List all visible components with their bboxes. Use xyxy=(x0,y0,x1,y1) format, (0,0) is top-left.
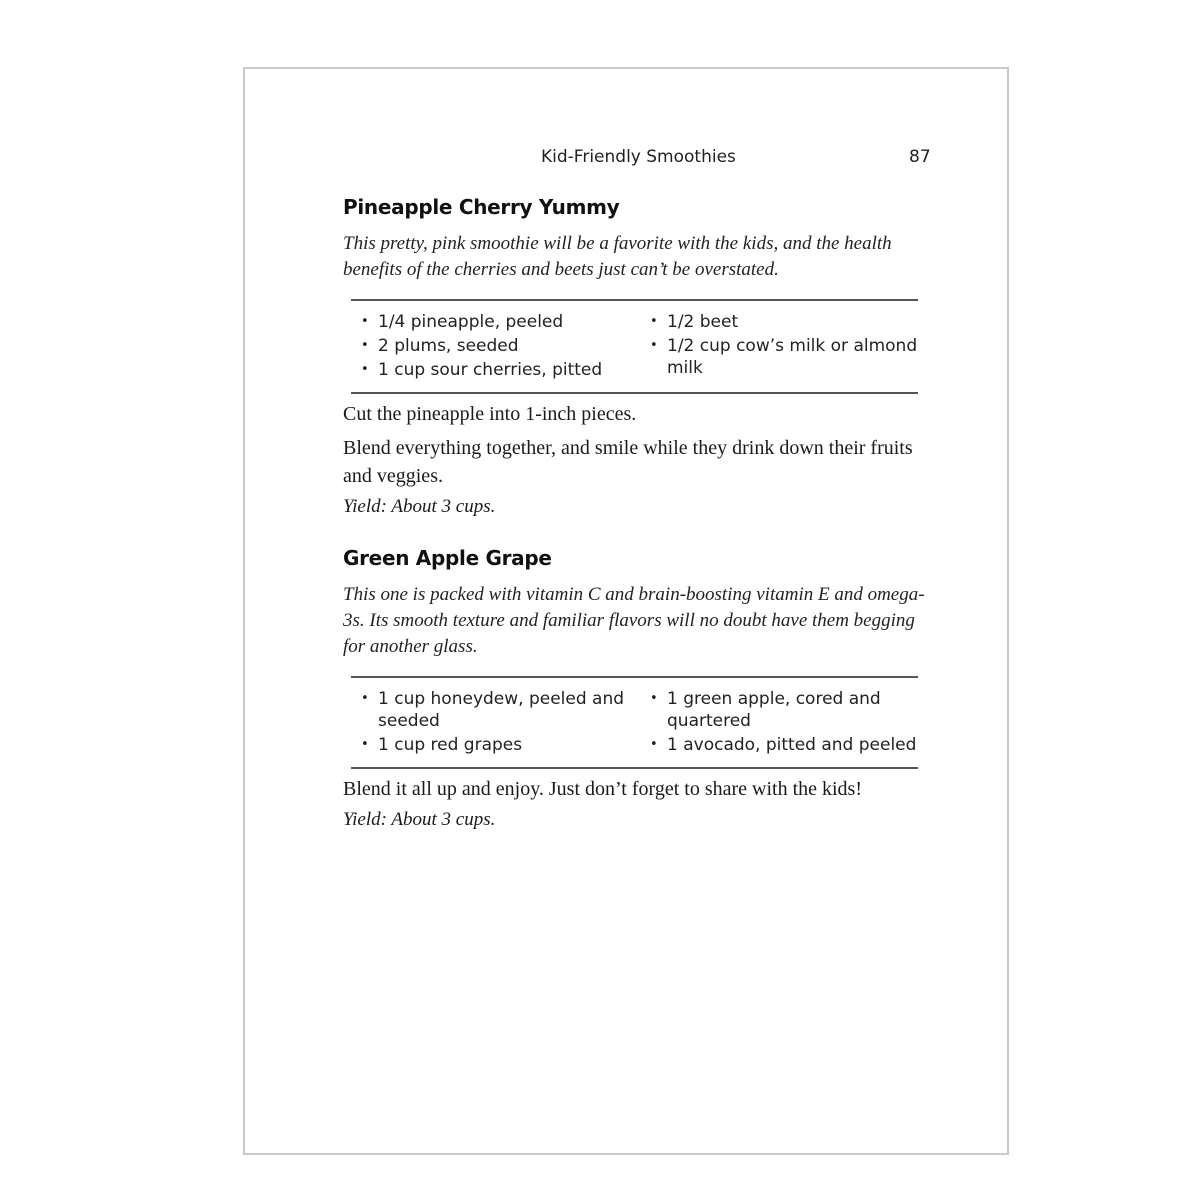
ingredient-item xyxy=(640,311,918,333)
ingredient-column-left xyxy=(351,311,640,383)
ingredient-item xyxy=(351,734,640,756)
ingredient-item xyxy=(640,335,918,379)
yield-value: About 3 cups. xyxy=(391,809,496,830)
ingredient-text: 1 cup sour cherries, pitted xyxy=(378,360,603,380)
chapter-title: Kid-Friendly Smoothies xyxy=(541,147,736,167)
bullet-icon: • xyxy=(361,338,369,353)
bullet-icon: • xyxy=(361,691,369,706)
ingredient-text: 1 cup honeydew, peeled and seeded xyxy=(378,689,625,731)
bullet-icon: • xyxy=(361,737,369,752)
recipe-green-apple-grape xyxy=(343,546,933,833)
ingredient-item xyxy=(351,359,640,381)
ingredient-item xyxy=(351,311,640,333)
ingredient-text: 2 plums, seeded xyxy=(378,336,519,356)
ingredient-column-right xyxy=(640,688,918,758)
bullet-icon: • xyxy=(650,338,658,353)
ingredient-item xyxy=(351,335,640,357)
ingredient-text: 1 green apple, cored and quartered xyxy=(667,689,881,731)
bullet-icon: • xyxy=(361,362,369,377)
bullet-icon: • xyxy=(650,737,658,752)
ingredient-item xyxy=(351,688,640,732)
recipe-title: Pineapple Cherry Yummy xyxy=(343,195,620,219)
recipe-yield xyxy=(343,494,933,520)
yield-value: About 3 cups. xyxy=(391,496,496,517)
bullet-icon: • xyxy=(650,691,658,706)
ingredient-text: 1/4 pineapple, peeled xyxy=(378,312,564,332)
recipe-step: Blend everything together, and smile while they drink down their fruits and veggies. xyxy=(343,437,913,487)
recipe-step: Cut the pineapple into 1-inch pieces. xyxy=(343,403,637,425)
ingredient-column-left xyxy=(351,688,640,758)
ingredient-item xyxy=(640,688,918,732)
bullet-icon: • xyxy=(361,314,369,329)
running-header xyxy=(245,147,1007,173)
ingredient-text: 1/2 cup cow’s milk or almond milk xyxy=(667,336,918,378)
page-number: 87 xyxy=(909,147,931,167)
yield-label: Yield: xyxy=(343,809,387,830)
recipe-intro: This one is packed with vitamin C and brain-boosting vitamin E and omega-3s. Its smooth texture and familiar flavors will no doubt have them begging for another glass. xyxy=(343,584,925,657)
yield-label: Yield: xyxy=(343,496,387,517)
ingredient-text: 1 cup red grapes xyxy=(378,735,523,755)
recipe-step: Blend it all up and enjoy. Just don’t forget to share with the kids! xyxy=(343,778,863,800)
recipe-intro: This pretty, pink smoothie will be a favorite with the kids, and the health benefits of the cherries and beets just can’t be overstated. xyxy=(343,233,892,280)
recipe-yield xyxy=(343,807,933,833)
recipe-title: Green Apple Grape xyxy=(343,546,552,570)
ingredient-text: 1 avocado, pitted and peeled xyxy=(667,735,917,755)
page-content xyxy=(343,195,933,833)
ingredient-item xyxy=(640,734,918,756)
book-page xyxy=(243,67,1009,1155)
ingredient-list xyxy=(351,676,918,769)
ingredient-column-right xyxy=(640,311,918,383)
bullet-icon: • xyxy=(650,314,658,329)
ingredient-text: 1/2 beet xyxy=(667,312,739,332)
ingredient-list xyxy=(351,299,918,394)
recipe-pineapple-cherry-yummy xyxy=(343,195,933,520)
